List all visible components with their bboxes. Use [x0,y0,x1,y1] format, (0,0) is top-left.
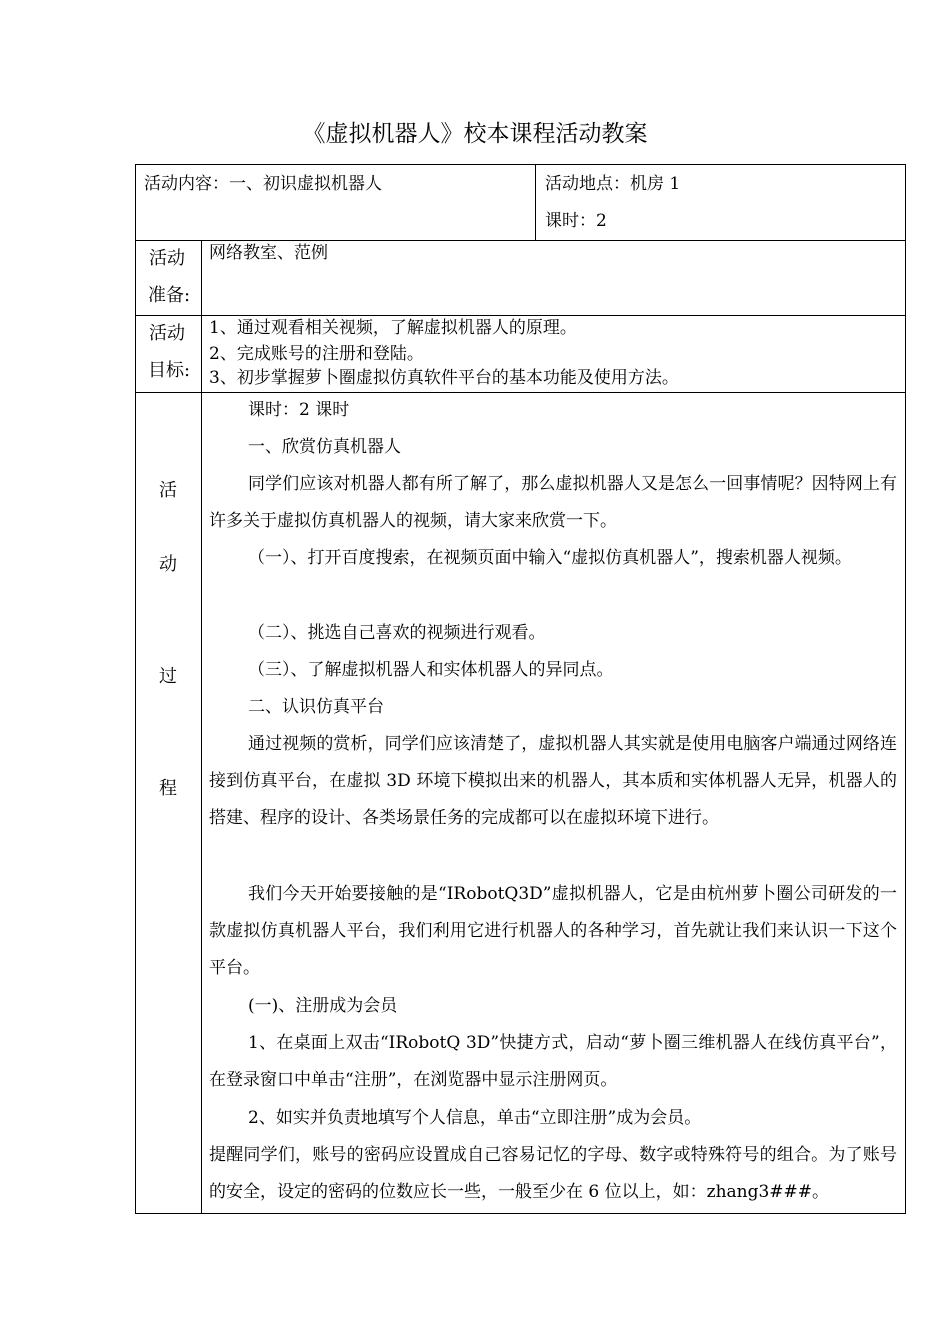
process-label-char: 过 [159,666,177,687]
table-border-left [135,164,136,1214]
process-paragraph: 2、如实并负责地填写个人信息，单击“立即注册”成为会员。 [248,1108,702,1128]
process-paragraph: 通过视频的赏析，同学们应该清楚了，虚拟机器人其实就是使用电脑客户端通过网络连接到仿真平台，在虚拟 3D 环境下模拟出来的机器人，其本质和实体机器人无异，机器人的搭建、程序的设计、各类场景任务的完成都可以在虚拟环境下进行。 [209,734,897,828]
row-divider-header [135,240,906,241]
process-paragraph: 提醒同学们，账号的密码应设置成自己容易记忆的字母、数字或特殊符号的组合。为了账号的安全，设定的密码的位数应长一些，一般至少在 6 位以上，如：zhang3###。 [209,1145,897,1202]
page-title: 《虚拟机器人》校本课程活动教案 [302,121,648,147]
row-divider-preparation [135,315,906,316]
preparation-content: 网络教室、范例 [209,243,328,263]
activity-location: 活动地点：机房 1 [545,174,681,194]
label-column-divider [201,240,202,1214]
process-label-char: 程 [159,778,177,799]
goal-item: 1、通过观看相关视频，了解虚拟机器人的原理。 [209,318,577,338]
process-paragraph: 二、认识仿真平台 [248,697,384,717]
activity-content: 活动内容：一、初识虚拟机器人 [144,174,382,194]
table-border-right [905,164,906,1214]
process-paragraph: (一)、注册成为会员 [248,996,398,1016]
class-hours: 课时：2 [545,211,607,231]
process-label-char: 动 [159,554,177,575]
goals-label-line2: 目标: [148,360,191,381]
process-paragraph: （一）、打开百度搜索，在视频页面中输入“虚拟仿真机器人”，搜索机器人视频。 [248,548,852,568]
header-column-divider [535,164,536,241]
process-paragraph: （三）、了解虚拟机器人和实体机器人的异同点。 [248,660,614,680]
table-border-bottom [135,1213,906,1214]
table-border-top [135,164,906,165]
goals-label-line1: 活动 [149,323,185,344]
process-paragraph: （二）、挑选自己喜欢的视频进行观看。 [248,623,546,643]
goal-item: 2、完成账号的注册和登陆。 [209,344,424,364]
goal-item: 3、初步掌握萝卜圈虚拟仿真软件平台的基本功能及使用方法。 [209,368,679,388]
preparation-label-line2: 准备: [148,285,191,306]
preparation-label-line1: 活动 [149,248,185,269]
process-paragraph: 1、在桌面上双击“IRobotQ 3D”快捷方式，启动“萝卜圈三维机器人在线仿真平台”，在登录窗口中单击“注册”，在浏览器中显示注册网页。 [209,1033,897,1090]
process-label-char: 活 [159,480,177,501]
process-paragraph: 同学们应该对机器人都有所了解了，那么虚拟机器人又是怎么一回事情呢？因特网上有许多关于虚拟仿真机器人的视频，请大家来欣赏一下。 [209,474,897,531]
process-paragraph: 一、欣赏仿真机器人 [248,437,401,457]
process-paragraph: 我们今天开始要接触的是“IRobotQ3D”虚拟机器人，它是由杭州萝卜圈公司研发的一款虚拟仿真机器人平台，我们利用它进行机器人的各种学习，首先就让我们来认识一下这个平台。 [209,884,897,978]
process-paragraph: 课时：2 课时 [248,400,350,420]
